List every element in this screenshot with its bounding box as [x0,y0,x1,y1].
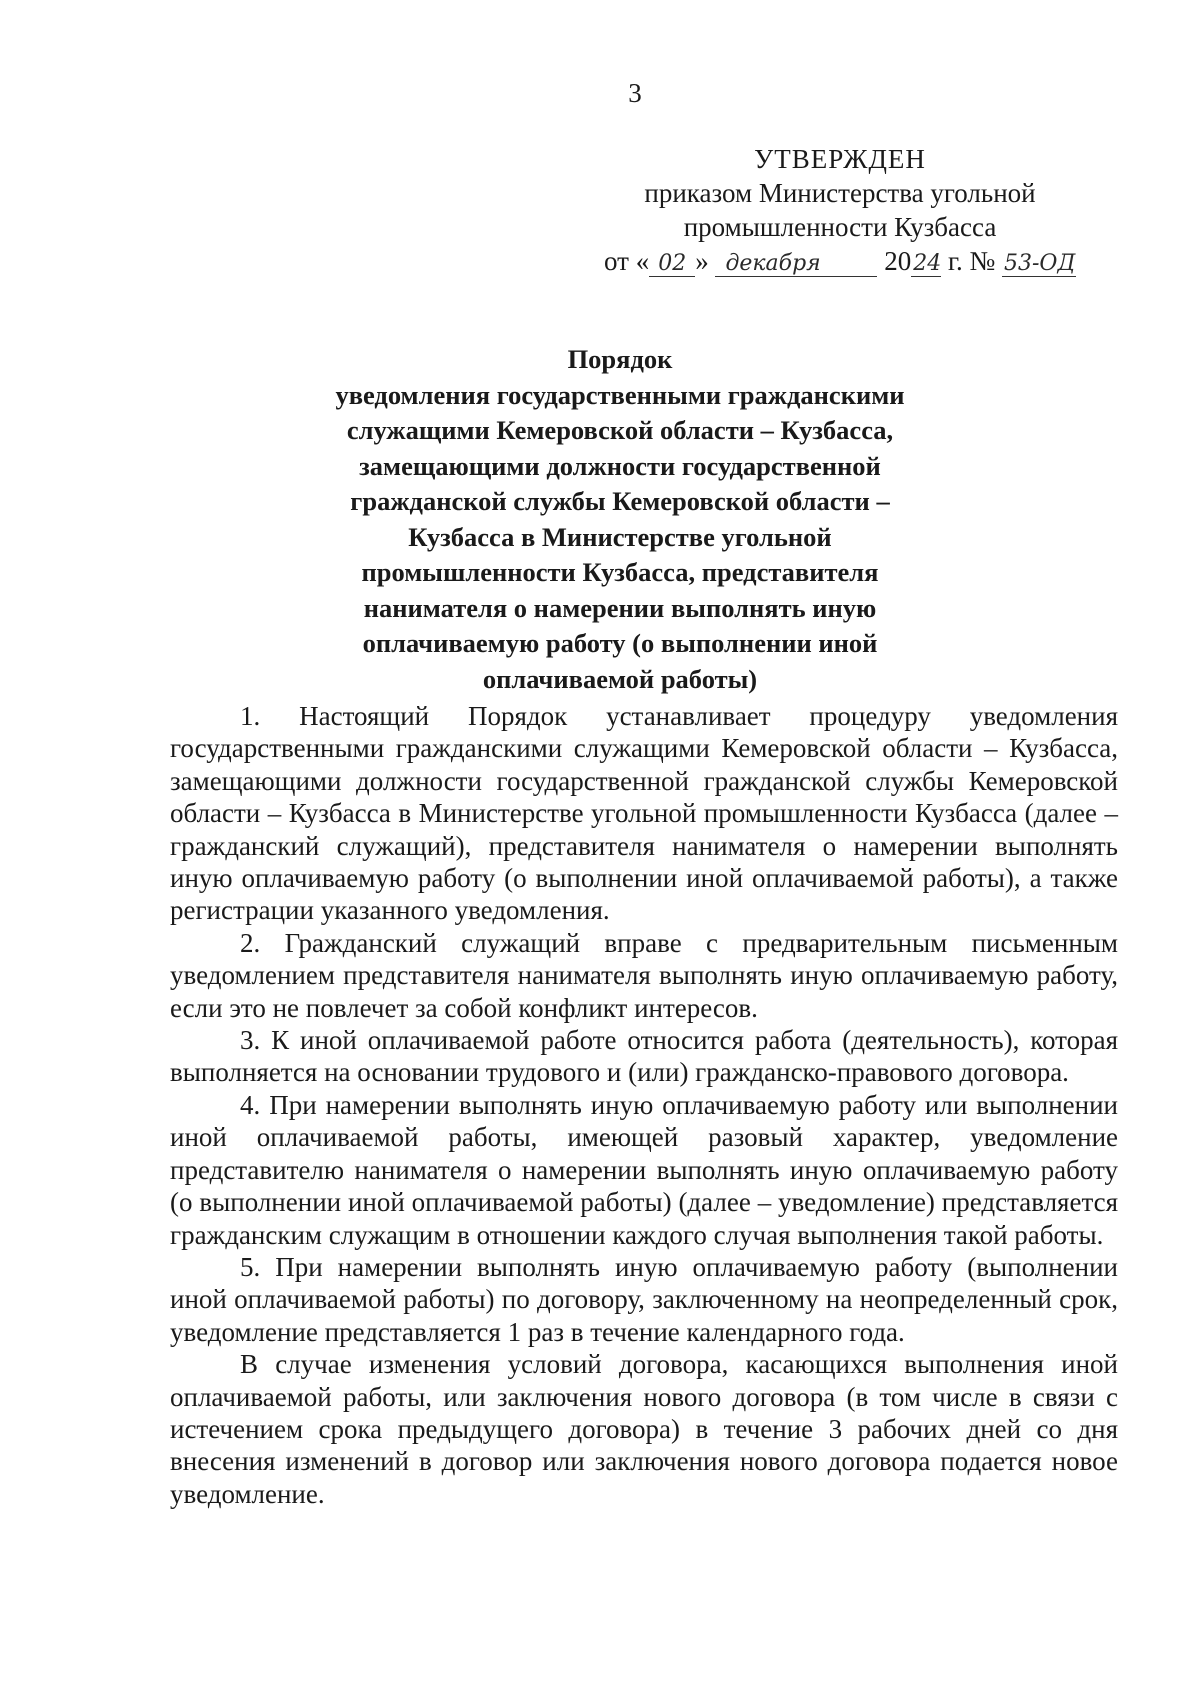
year-tail: г. № [947,246,996,276]
title-line: Кузбасса в Министерстве угольной [408,521,832,552]
title-line: оплачиваемую работу (о выполнении иной [362,628,878,658]
approval-line-2: промышленности Кузбасса [683,212,997,242]
title-line: замещающими должности государственной [359,450,881,481]
handwritten-day: 02 [649,252,695,277]
handwritten-order-number: 53-ОД [1004,251,1076,276]
title-line: нанимателя о намерении выполнять иную [363,592,877,623]
title-line: промышленности Кузбасса, представителя [361,557,879,587]
handwritten-year: 24 [913,251,942,276]
date-day-close: » [695,246,709,276]
paragraph-5: 5. При намерении выполнять иную оплачиваемую работу (выполнении иной оплачиваемой работы) по договору, заключенному на неопределенный срок, уведомление представляется 1 раз в течение календарного года. [170,1251,1118,1347]
paragraph-1: 1. Настоящий Порядок устанавливает процедуру уведомления государственными гражданскими служащими Кемеровской области – Кузбасса, замещающими должности государственной гражданской службы Кемеровской области – Кузбасса в Министерстве угольной промышленности Кузбасса (далее – гражданский служащий), представителя нанимателя о намерении выполнять иную оплачиваемую работу (о выполнении иной оплачиваемой работы), а также регистрации указанного уведомления. [170,701,1118,926]
date-prefix: от « [604,246,650,276]
paragraph-6: В случае изменения условий договора, касающихся выполнения иной оплачиваемой работы, или заключения нового договора (в том числе в связи с истечением срока предыдущего договора) в течение 3 рабочих дней со дня внесения изменений в договор или заключения нового договора подается новое уведомление. [170,1349,1118,1509]
title-line: уведомления государственными гражданскими [335,379,905,410]
approval-line-1: приказом Министерства угольной [644,178,1036,208]
year-prefix: 20 [884,246,912,276]
approval-stamp [590,142,1090,278]
paragraph-3: 3. К иной оплачиваемой работе относится работа (деятельность), которая выполняется на основании трудового и (или) гражданско-правового договора. [170,1025,1118,1088]
handwritten-month: декабря [715,252,877,277]
paragraph-4: 4. При намерении выполнять иную оплачиваемую работу или выполнении иной оплачиваемой работы, имеющей разовый характер, уведомление представителю нанимателя о намерении выполнять иную оплачиваемую работу (о выполнении иной оплачиваемой работы) (далее – уведомление) представляется гражданским служащим в отношении каждого случая выполнения такой работы. [170,1089,1118,1250]
paragraph-2: 2. Гражданский служащий вправе с предварительным письменным уведомлением представителя нанимателя выполнять иную оплачиваемую работу, если это не повлечет за собой конфликт интересов. [170,927,1118,1023]
approval-date-line [590,244,1090,278]
page-number: 3 [628,78,642,108]
title-line: служащими Кемеровской области – Кузбасса, [346,415,894,445]
document-title [300,342,940,697]
title-word: Порядок [567,344,673,374]
title-line: гражданской службы Кемеровской области – [350,486,890,516]
approval-heading: УТВЕРЖДЕН [754,144,926,174]
title-line: оплачиваемой работы) [482,663,758,694]
document-body [170,700,1118,1510]
